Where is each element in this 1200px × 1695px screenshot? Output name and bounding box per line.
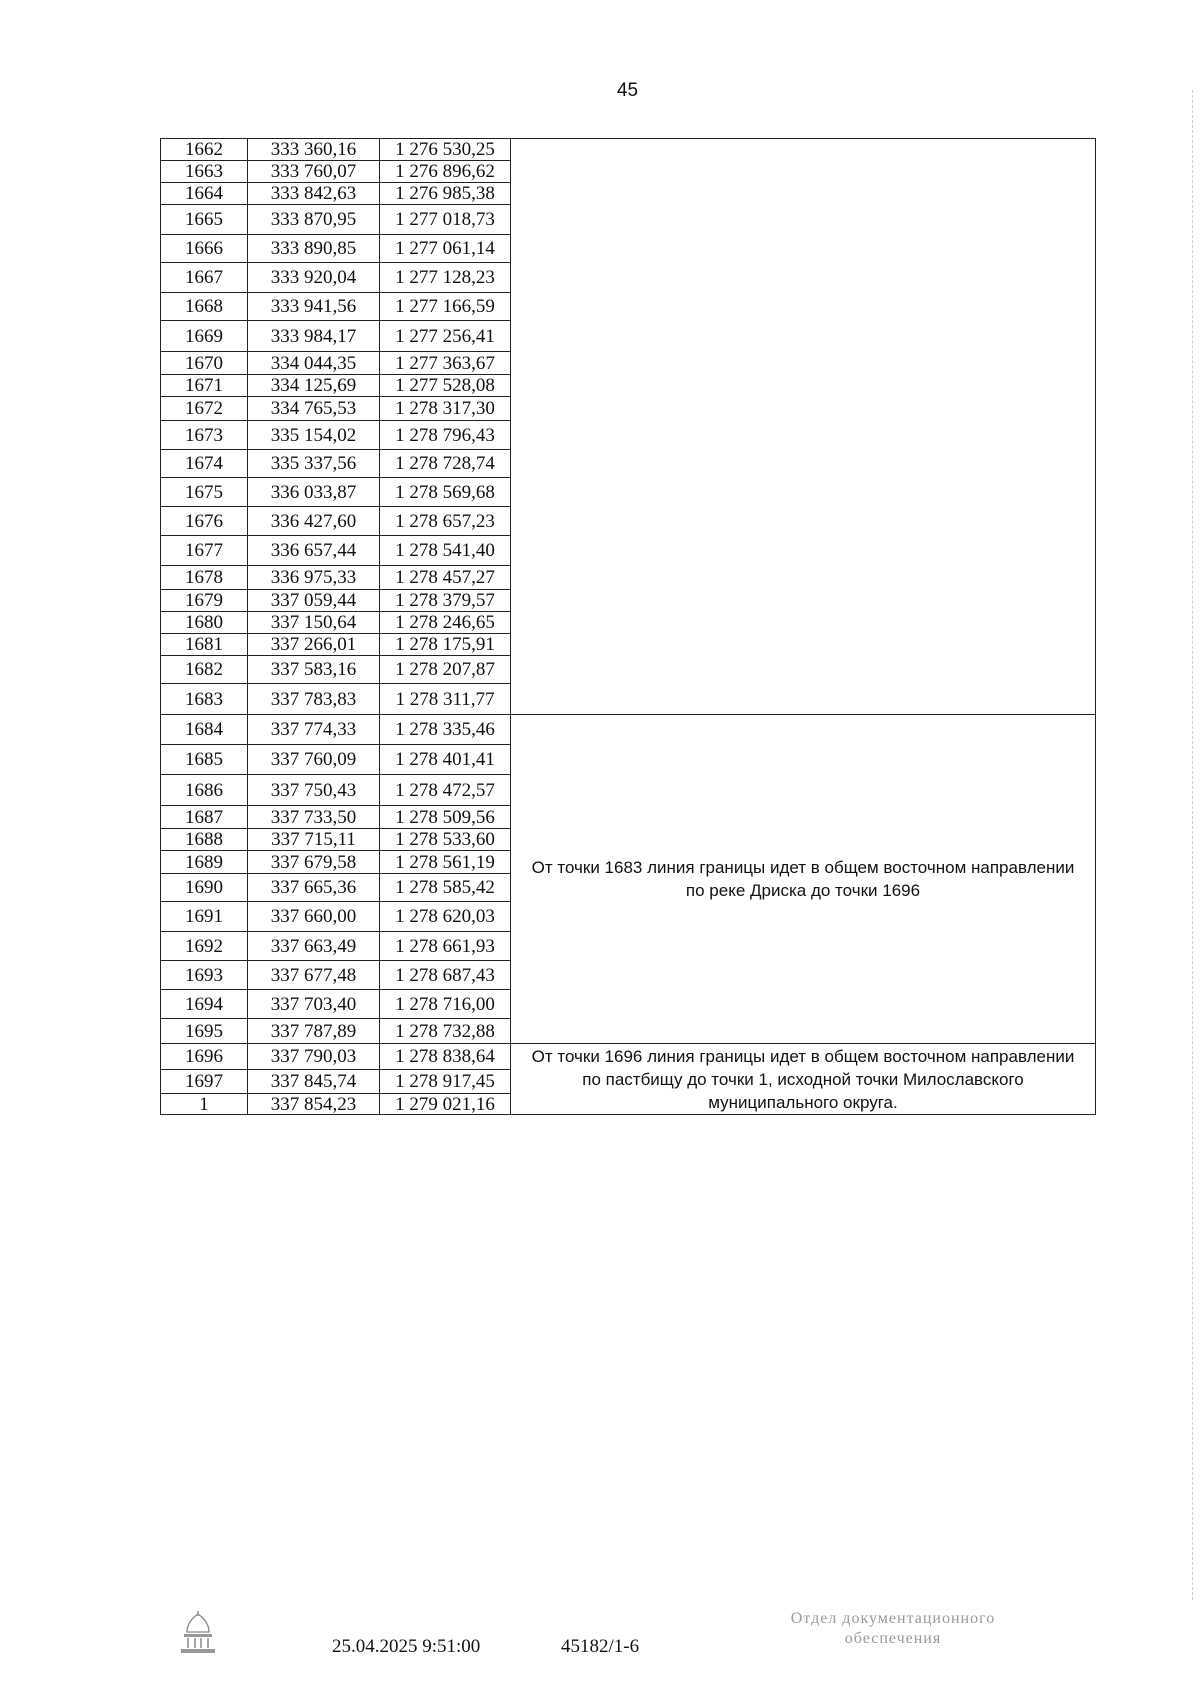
x-coordinate-cell: 337 583,16 bbox=[248, 656, 380, 684]
point-number-cell: 1688 bbox=[161, 829, 248, 851]
point-number-cell: 1680 bbox=[161, 612, 248, 634]
x-coordinate-cell: 337 774,33 bbox=[248, 715, 380, 745]
point-number-cell: 1675 bbox=[161, 478, 248, 507]
point-number-cell: 1678 bbox=[161, 566, 248, 590]
y-coordinate-cell: 1 278 687,43 bbox=[380, 961, 511, 990]
footer-date: 25.04.2025 9:51:00 bbox=[332, 1636, 481, 1657]
y-coordinate-cell: 1 278 541,40 bbox=[380, 536, 511, 566]
y-coordinate-cell: 1 278 207,87 bbox=[380, 656, 511, 684]
point-number-cell: 1679 bbox=[161, 590, 248, 612]
point-number-cell: 1695 bbox=[161, 1019, 248, 1044]
boundary-description-cell: От точки 1696 линия границы идет в общем восточном направлении по пастбищу до точки 1, исходной точки Милославского муниципального округа. bbox=[511, 1044, 1096, 1115]
x-coordinate-cell: 334 765,53 bbox=[248, 397, 380, 421]
x-coordinate-cell: 337 677,48 bbox=[248, 961, 380, 990]
y-coordinate-cell: 1 276 985,38 bbox=[380, 183, 511, 205]
y-coordinate-cell: 1 278 569,68 bbox=[380, 478, 511, 507]
point-number-cell: 1677 bbox=[161, 536, 248, 566]
point-number-cell: 1693 bbox=[161, 961, 248, 990]
point-number-cell: 1686 bbox=[161, 775, 248, 806]
table-row bbox=[161, 715, 1096, 745]
point-number-cell: 1694 bbox=[161, 990, 248, 1019]
y-coordinate-cell: 1 277 256,41 bbox=[380, 321, 511, 352]
y-coordinate-cell: 1 278 561,19 bbox=[380, 851, 511, 874]
x-coordinate-cell: 337 703,40 bbox=[248, 990, 380, 1019]
point-number-cell: 1692 bbox=[161, 932, 248, 961]
boundary-description-cell bbox=[511, 139, 1096, 715]
x-coordinate-cell: 337 854,23 bbox=[248, 1094, 380, 1115]
x-coordinate-cell: 337 715,11 bbox=[248, 829, 380, 851]
point-number-cell: 1691 bbox=[161, 902, 248, 932]
scan-edge-line bbox=[1192, 90, 1193, 1600]
point-number-cell: 1667 bbox=[161, 263, 248, 293]
x-coordinate-cell: 334 125,69 bbox=[248, 375, 380, 397]
point-number-cell: 1 bbox=[161, 1094, 248, 1115]
coordinates-table-body bbox=[161, 139, 1096, 1115]
x-coordinate-cell: 333 760,07 bbox=[248, 161, 380, 183]
department-stamp bbox=[728, 1609, 1058, 1649]
y-coordinate-cell: 1 278 246,65 bbox=[380, 612, 511, 634]
point-number-cell: 1696 bbox=[161, 1044, 248, 1070]
x-coordinate-cell: 333 870,95 bbox=[248, 205, 380, 235]
y-coordinate-cell: 1 278 509,56 bbox=[380, 806, 511, 829]
x-coordinate-cell: 333 920,04 bbox=[248, 263, 380, 293]
point-number-cell: 1683 bbox=[161, 684, 248, 715]
y-coordinate-cell: 1 278 585,42 bbox=[380, 874, 511, 902]
point-number-cell: 1689 bbox=[161, 851, 248, 874]
page-number: 45 bbox=[616, 80, 639, 101]
y-coordinate-cell: 1 278 620,03 bbox=[380, 902, 511, 932]
y-coordinate-cell: 1 277 166,59 bbox=[380, 293, 511, 321]
y-coordinate-cell: 1 278 732,88 bbox=[380, 1019, 511, 1044]
y-coordinate-cell: 1 278 311,77 bbox=[380, 684, 511, 715]
stamp-line-1: Отдел документационного bbox=[790, 1610, 996, 1627]
point-number-cell: 1662 bbox=[161, 139, 248, 161]
x-coordinate-cell: 334 044,35 bbox=[248, 352, 380, 375]
y-coordinate-cell: 1 278 317,30 bbox=[380, 397, 511, 421]
x-coordinate-cell: 337 663,49 bbox=[248, 932, 380, 961]
point-number-cell: 1668 bbox=[161, 293, 248, 321]
x-coordinate-cell: 337 845,74 bbox=[248, 1070, 380, 1094]
boundary-description-cell: От точки 1683 линия границы идет в общем восточном направлении по реке Дриска до точки 1696 bbox=[511, 715, 1096, 1044]
x-coordinate-cell: 337 150,64 bbox=[248, 612, 380, 634]
coordinates-table bbox=[160, 138, 1096, 1115]
point-number-cell: 1681 bbox=[161, 634, 248, 656]
point-number-cell: 1690 bbox=[161, 874, 248, 902]
emblem-logo bbox=[176, 1610, 220, 1656]
x-coordinate-cell: 337 787,89 bbox=[248, 1019, 380, 1044]
point-number-cell: 1670 bbox=[161, 352, 248, 375]
y-coordinate-cell: 1 277 363,67 bbox=[380, 352, 511, 375]
x-coordinate-cell: 336 975,33 bbox=[248, 566, 380, 590]
y-coordinate-cell: 1 276 896,62 bbox=[380, 161, 511, 183]
stamp-line-2: обеспечения bbox=[844, 1630, 942, 1647]
point-number-cell: 1676 bbox=[161, 507, 248, 536]
point-number-cell: 1685 bbox=[161, 745, 248, 775]
x-coordinate-cell: 337 665,36 bbox=[248, 874, 380, 902]
y-coordinate-cell: 1 277 061,14 bbox=[380, 235, 511, 263]
y-coordinate-cell: 1 278 661,93 bbox=[380, 932, 511, 961]
x-coordinate-cell: 337 750,43 bbox=[248, 775, 380, 806]
x-coordinate-cell: 333 984,17 bbox=[248, 321, 380, 352]
y-coordinate-cell: 1 278 472,57 bbox=[380, 775, 511, 806]
y-coordinate-cell: 1 279 021,16 bbox=[380, 1094, 511, 1115]
y-coordinate-cell: 1 276 530,25 bbox=[380, 139, 511, 161]
x-coordinate-cell: 337 790,03 bbox=[248, 1044, 380, 1070]
point-number-cell: 1666 bbox=[161, 235, 248, 263]
x-coordinate-cell: 337 266,01 bbox=[248, 634, 380, 656]
x-coordinate-cell: 336 427,60 bbox=[248, 507, 380, 536]
y-coordinate-cell: 1 278 533,60 bbox=[380, 829, 511, 851]
y-coordinate-cell: 1 278 457,27 bbox=[380, 566, 511, 590]
x-coordinate-cell: 335 154,02 bbox=[248, 421, 380, 450]
table-row bbox=[161, 139, 1096, 161]
y-coordinate-cell: 1 278 175,91 bbox=[380, 634, 511, 656]
footer-document-code: 45182/1-6 bbox=[561, 1636, 640, 1657]
point-number-cell: 1674 bbox=[161, 450, 248, 478]
y-coordinate-cell: 1 278 796,43 bbox=[380, 421, 511, 450]
x-coordinate-cell: 333 842,63 bbox=[248, 183, 380, 205]
x-coordinate-cell: 336 657,44 bbox=[248, 536, 380, 566]
point-number-cell: 1697 bbox=[161, 1070, 248, 1094]
y-coordinate-cell: 1 278 401,41 bbox=[380, 745, 511, 775]
point-number-cell: 1664 bbox=[161, 183, 248, 205]
y-coordinate-cell: 1 277 018,73 bbox=[380, 205, 511, 235]
x-coordinate-cell: 337 783,83 bbox=[248, 684, 380, 715]
x-coordinate-cell: 333 890,85 bbox=[248, 235, 380, 263]
y-coordinate-cell: 1 277 128,23 bbox=[380, 263, 511, 293]
x-coordinate-cell: 333 360,16 bbox=[248, 139, 380, 161]
y-coordinate-cell: 1 277 528,08 bbox=[380, 375, 511, 397]
point-number-cell: 1663 bbox=[161, 161, 248, 183]
point-number-cell: 1672 bbox=[161, 397, 248, 421]
x-coordinate-cell: 337 660,00 bbox=[248, 902, 380, 932]
x-coordinate-cell: 333 941,56 bbox=[248, 293, 380, 321]
y-coordinate-cell: 1 278 335,46 bbox=[380, 715, 511, 745]
y-coordinate-cell: 1 278 657,23 bbox=[380, 507, 511, 536]
y-coordinate-cell: 1 278 379,57 bbox=[380, 590, 511, 612]
x-coordinate-cell: 337 679,58 bbox=[248, 851, 380, 874]
x-coordinate-cell: 336 033,87 bbox=[248, 478, 380, 507]
point-number-cell: 1684 bbox=[161, 715, 248, 745]
point-number-cell: 1669 bbox=[161, 321, 248, 352]
y-coordinate-cell: 1 278 917,45 bbox=[380, 1070, 511, 1094]
x-coordinate-cell: 337 059,44 bbox=[248, 590, 380, 612]
y-coordinate-cell: 1 278 716,00 bbox=[380, 990, 511, 1019]
y-coordinate-cell: 1 278 728,74 bbox=[380, 450, 511, 478]
x-coordinate-cell: 337 733,50 bbox=[248, 806, 380, 829]
point-number-cell: 1673 bbox=[161, 421, 248, 450]
y-coordinate-cell: 1 278 838,64 bbox=[380, 1044, 511, 1070]
point-number-cell: 1665 bbox=[161, 205, 248, 235]
point-number-cell: 1671 bbox=[161, 375, 248, 397]
table-row bbox=[161, 1044, 1096, 1070]
x-coordinate-cell: 335 337,56 bbox=[248, 450, 380, 478]
x-coordinate-cell: 337 760,09 bbox=[248, 745, 380, 775]
point-number-cell: 1682 bbox=[161, 656, 248, 684]
point-number-cell: 1687 bbox=[161, 806, 248, 829]
